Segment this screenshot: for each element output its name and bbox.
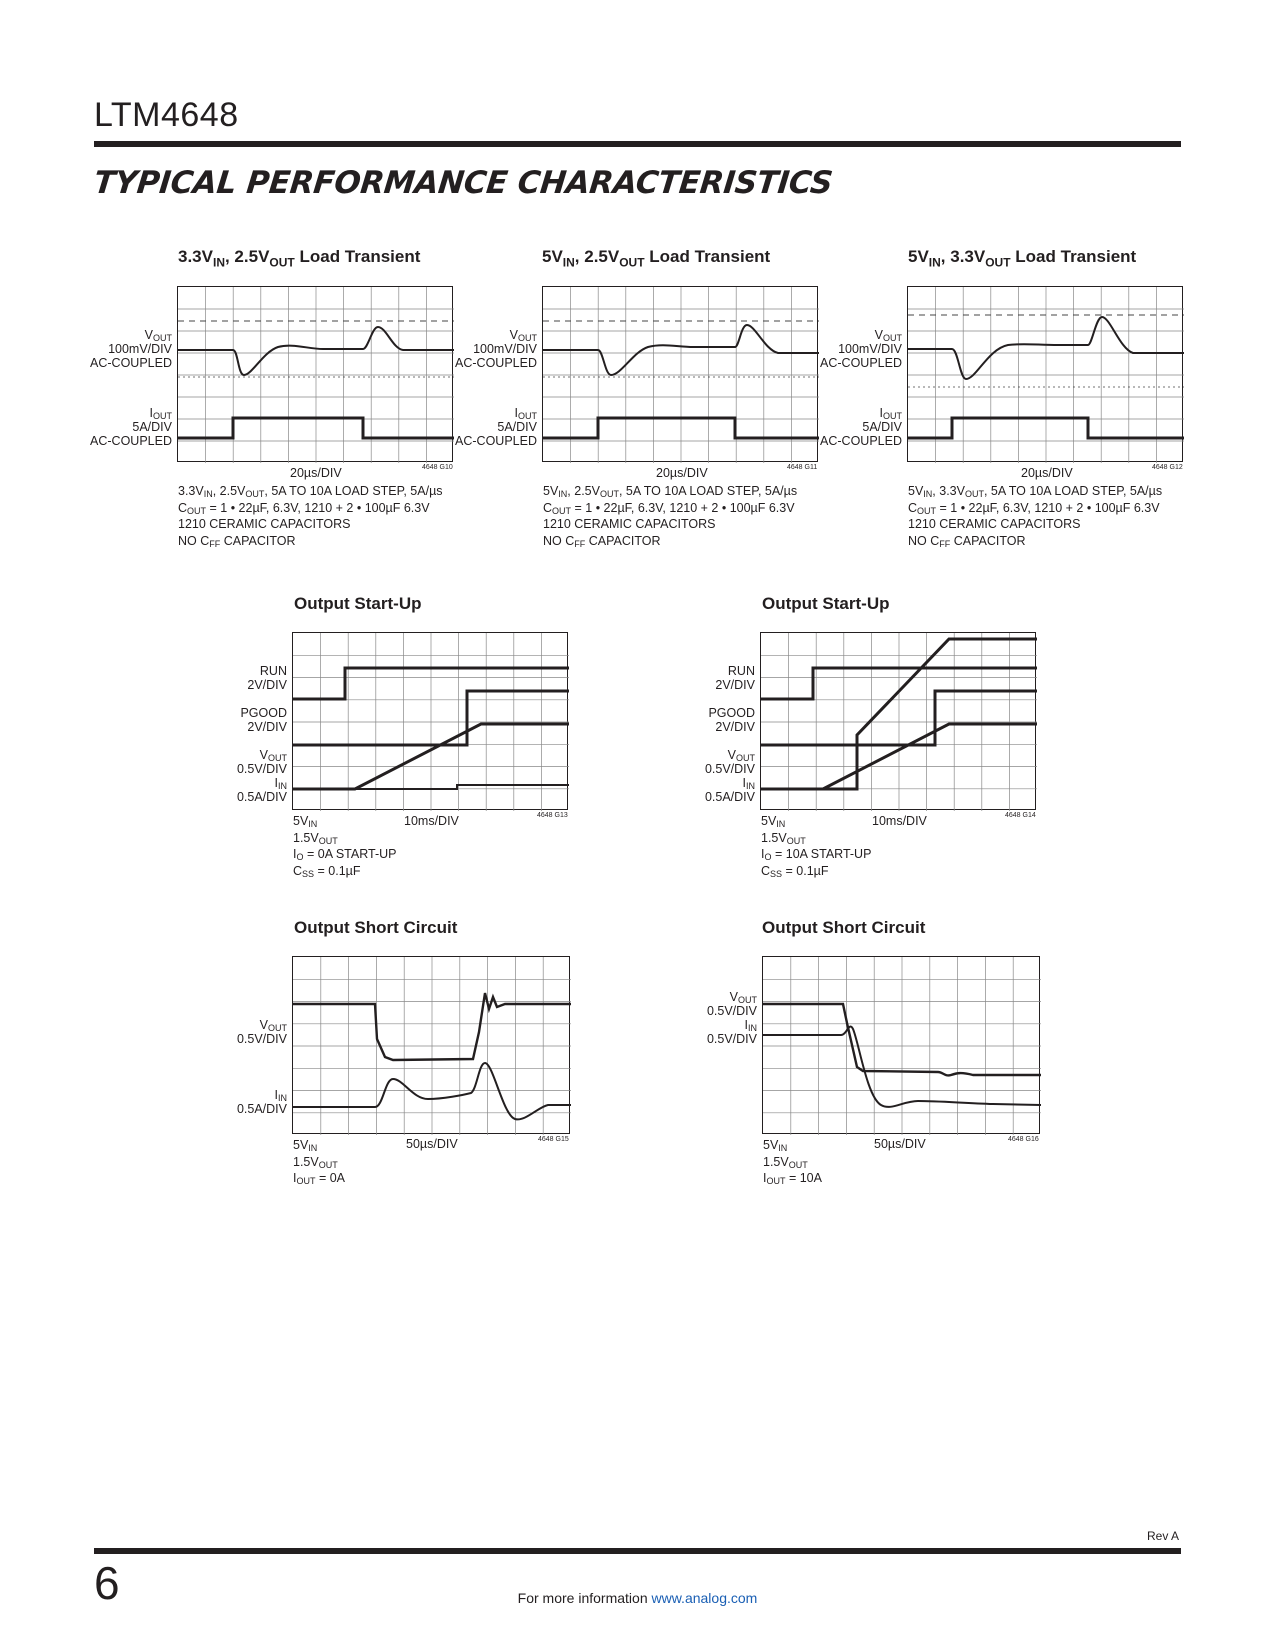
chart-title-load-transient-1: $3.3V_{IN}$, $2.5V_{OUT}$ Load Transient xyxy=(178,247,421,270)
chart-notes-lt3: $5V_{IN}$, $3.3V_{OUT}$, 5A TO 10A LOAD STEP, 5A/µs $C_{OUT} = 1$ • 22µF, 6.3V, 1210 + 2 • 100µF 6.3V 1210 CERAMIC CAPACITORS NO $C_{FF}$ CAPACITOR xyxy=(908,484,1163,549)
vout-iin-scale-label: $V_{OUT}$ 0.5V/DIV $I_{IN}$ 0.5A/DIV xyxy=(236,748,287,804)
chart-notes-sc2: $5V_{IN}$ $1.5V_{OUT}$ $I_{OUT} = 10A$ xyxy=(763,1138,822,1186)
scope-short-circuit-1 xyxy=(292,956,570,1134)
chart-notes-sc1: $5V_{IN}$ $1.5V_{OUT}$ $I_{OUT} = 0A$ xyxy=(293,1138,346,1186)
chart-title-load-transient-2: $5V_{IN}$, $2.5V_{OUT}$ Load Transient xyxy=(542,247,771,270)
scope-plot-lt1 xyxy=(178,287,454,463)
chart-notes-lt1: $3.3V_{IN}$, $2.5V_{OUT}$, 5A TO 10A LOAD STEP, 5A/µs $C_{OUT} = 1$ • 22µF, 6.3V, 1210 + 2 • 100µF 6.3V 1210 CERAMIC CAPACITORS NO $C_{FF}$ CAPACITOR xyxy=(178,484,443,549)
scope-load-transient-1 xyxy=(177,286,453,462)
scope-short-circuit-2 xyxy=(762,956,1040,1134)
chart-notes-su1: $5V_{IN}$ $1.5V_{OUT}$ $I_O = 0A$ START-UP $C_{SS} = 0.1\mu F$ xyxy=(293,814,397,879)
scope-plot-sc2 xyxy=(763,957,1041,1135)
timebase: 20µs/DIV xyxy=(656,466,708,480)
vout-scale-label: $V_{OUT}$ 100mV/DIV AC-COUPLED xyxy=(90,328,172,370)
footer-rule xyxy=(94,1548,1181,1554)
figure-code: 4648 G16 xyxy=(1008,1136,1039,1143)
figure-code: 4648 G12 xyxy=(1152,464,1183,471)
pgood-scale-label: PGOOD 2V/DIV xyxy=(240,706,287,734)
vout-iin-scale-label: $V_{OUT}$ 0.5V/DIV $I_{IN}$ 0.5A/DIV xyxy=(704,748,755,804)
timebase: 20µs/DIV xyxy=(1021,466,1073,480)
chart-title-load-transient-3: $5V_{IN}$, $3.3V_{OUT}$ Load Transient xyxy=(908,247,1137,270)
scope-load-transient-2 xyxy=(542,286,818,462)
run-scale-label: RUN 2V/DIV xyxy=(715,664,755,692)
revision-label: Rev A xyxy=(1146,1529,1179,1543)
timebase: 10ms/DIV xyxy=(404,814,459,828)
iout-scale-label: $I_{OUT}$ 5A/DIV AC-COUPLED xyxy=(455,406,537,448)
footer-text: For more information xyxy=(517,1590,648,1606)
figure-code: 4648 G15 xyxy=(538,1136,569,1143)
scope-plot-su1 xyxy=(293,633,569,811)
timebase: 10ms/DIV xyxy=(872,814,927,828)
iout-scale-label: $I_{OUT}$ 5A/DIV AC-COUPLED xyxy=(820,406,902,448)
iout-scale-label: $I_{OUT}$ 5A/DIV AC-COUPLED xyxy=(90,406,172,448)
scope-plot-sc1 xyxy=(293,957,571,1135)
timebase: 50µs/DIV xyxy=(406,1137,458,1151)
header-rule xyxy=(94,141,1181,147)
scope-plot-lt2 xyxy=(543,287,819,463)
vout-scale-label: $V_{OUT}$ 100mV/DIV AC-COUPLED xyxy=(820,328,902,370)
part-number: LTM4648 xyxy=(94,96,239,134)
chart-title-short-circuit-1: Output Short Circuit xyxy=(294,918,458,937)
figure-code: 4648 G14 xyxy=(1005,812,1036,819)
figure-code: 4648 G11 xyxy=(787,464,818,471)
vout-iin-scale-label: $V_{OUT}$ 0.5V/DIV $I_{IN}$ 0.5V/DIV xyxy=(706,990,757,1046)
scope-plot-lt3 xyxy=(908,287,1184,463)
run-scale-label: RUN 2V/DIV xyxy=(247,664,287,692)
footer-info xyxy=(0,1590,1275,1606)
chart-notes-lt2: $5V_{IN}$, $2.5V_{OUT}$, 5A TO 10A LOAD STEP, 5A/µs $C_{OUT} = 1$ • 22µF, 6.3V, 1210 + 2 • 100µF 6.3V 1210 CERAMIC CAPACITORS NO $C_{FF}$ CAPACITOR xyxy=(543,484,798,549)
page-number: 6 xyxy=(94,1557,120,1609)
chart-title-startup-2: Output Start-Up xyxy=(762,594,890,613)
pgood-scale-label: PGOOD 2V/DIV xyxy=(708,706,755,734)
chart-title-short-circuit-2: Output Short Circuit xyxy=(762,918,926,937)
scope-load-transient-3 xyxy=(907,286,1183,462)
scope-plot-su2 xyxy=(761,633,1037,811)
timebase: 20µs/DIV xyxy=(290,466,342,480)
timebase: 50µs/DIV xyxy=(874,1137,926,1151)
figure-code: 4648 G10 xyxy=(422,464,453,471)
section-title: TYPICAL PERFORMANCE CHARACTERISTICS xyxy=(92,165,835,201)
figure-code: 4648 G13 xyxy=(537,812,568,819)
scope-startup-2 xyxy=(760,632,1036,810)
vout-scale-label: $V_{OUT}$ 0.5V/DIV xyxy=(236,1018,287,1046)
chart-title-startup-1: Output Start-Up xyxy=(294,594,422,613)
vout-scale-label: $V_{OUT}$ 100mV/DIV AC-COUPLED xyxy=(455,328,537,370)
chart-notes-su2: $5V_{IN}$ $1.5V_{OUT}$ $I_O = 10A$ START-UP $C_{SS} = 0.1\mu F$ xyxy=(761,814,872,879)
scope-startup-1 xyxy=(292,632,568,810)
iin-scale-label: $I_{IN}$ 0.5A/DIV xyxy=(236,1088,287,1116)
analog-website-link[interactable]: www.analog.com xyxy=(651,1590,758,1606)
